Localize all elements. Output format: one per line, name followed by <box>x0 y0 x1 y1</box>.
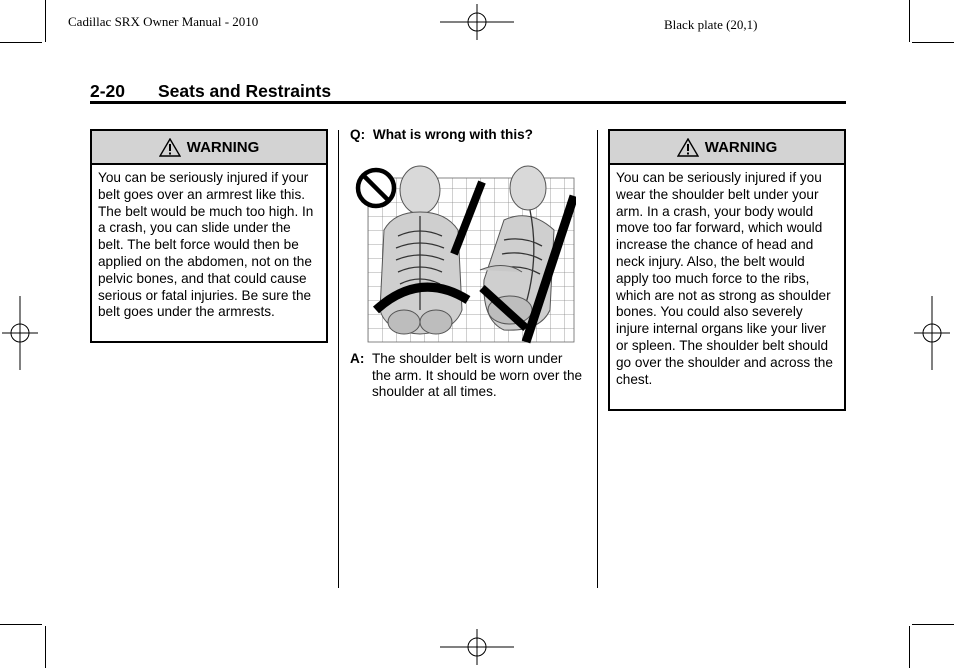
crop-mark <box>45 0 46 42</box>
page-number: 2-20 <box>90 81 126 101</box>
crop-mark <box>909 0 910 42</box>
section-title: Seats and Restraints <box>158 81 332 101</box>
answer-row <box>350 351 584 401</box>
running-header-left: Cadillac SRX Owner Manual - 2010 <box>68 14 259 29</box>
answer <box>350 351 584 401</box>
warning-label: WARNING <box>704 138 778 156</box>
warning-header <box>92 131 326 165</box>
question <box>350 127 590 144</box>
registration-mark-icon <box>912 296 952 370</box>
warning-body <box>92 165 326 321</box>
warning-triangle-icon <box>677 138 699 157</box>
crop-mark <box>0 624 42 625</box>
column-divider <box>338 130 339 588</box>
warning-text: You can be seriously injured if your belt goes over an armrest like this. The belt would be much too high. In a crash, you can slide under the belt. The belt force would then be applied on the abdomen, not on the pelvic bones, and that could cause serious or fatal injuries. Be sure the belt goes under the armrests. <box>98 170 314 320</box>
crop-mark <box>912 624 954 625</box>
crop-mark <box>45 626 46 668</box>
prohibition-icon <box>358 170 394 206</box>
registration-mark-icon <box>440 2 514 42</box>
seatbelt-illustration <box>354 160 576 346</box>
question-label: Q: <box>350 127 366 142</box>
question-text: What is wrong with this? <box>372 127 533 142</box>
answer-label: A: <box>350 351 365 366</box>
column-divider <box>597 130 598 588</box>
warning-label: WARNING <box>186 138 260 156</box>
crop-mark <box>912 42 954 43</box>
crop-mark <box>0 42 42 43</box>
warning-header <box>610 131 844 165</box>
answer-text: The shoulder belt is worn under the arm. It should be worn over the shoulder at all times. <box>372 351 583 399</box>
warning-box <box>90 129 328 343</box>
warning-body <box>610 165 844 388</box>
running-header-right: Black plate (20,1) <box>664 17 758 32</box>
warning-text: You can be seriously injured if you wear the shoulder belt under your arm. In a crash, your body would move too far forward, which would increase the chance of head and neck injury. Also, the belt would apply too much force to the ribs, which are not as strong as shoulder bones. You could also severely injure internal organs like your liver or spleen. The shoulder belt should go over the shoulder and across the chest. <box>616 170 833 387</box>
warning-triangle-icon <box>159 138 181 157</box>
registration-mark-icon <box>0 296 40 370</box>
warning-box <box>608 129 846 411</box>
registration-mark-icon <box>440 627 514 667</box>
crop-mark <box>909 626 910 668</box>
section-rule <box>90 101 846 104</box>
